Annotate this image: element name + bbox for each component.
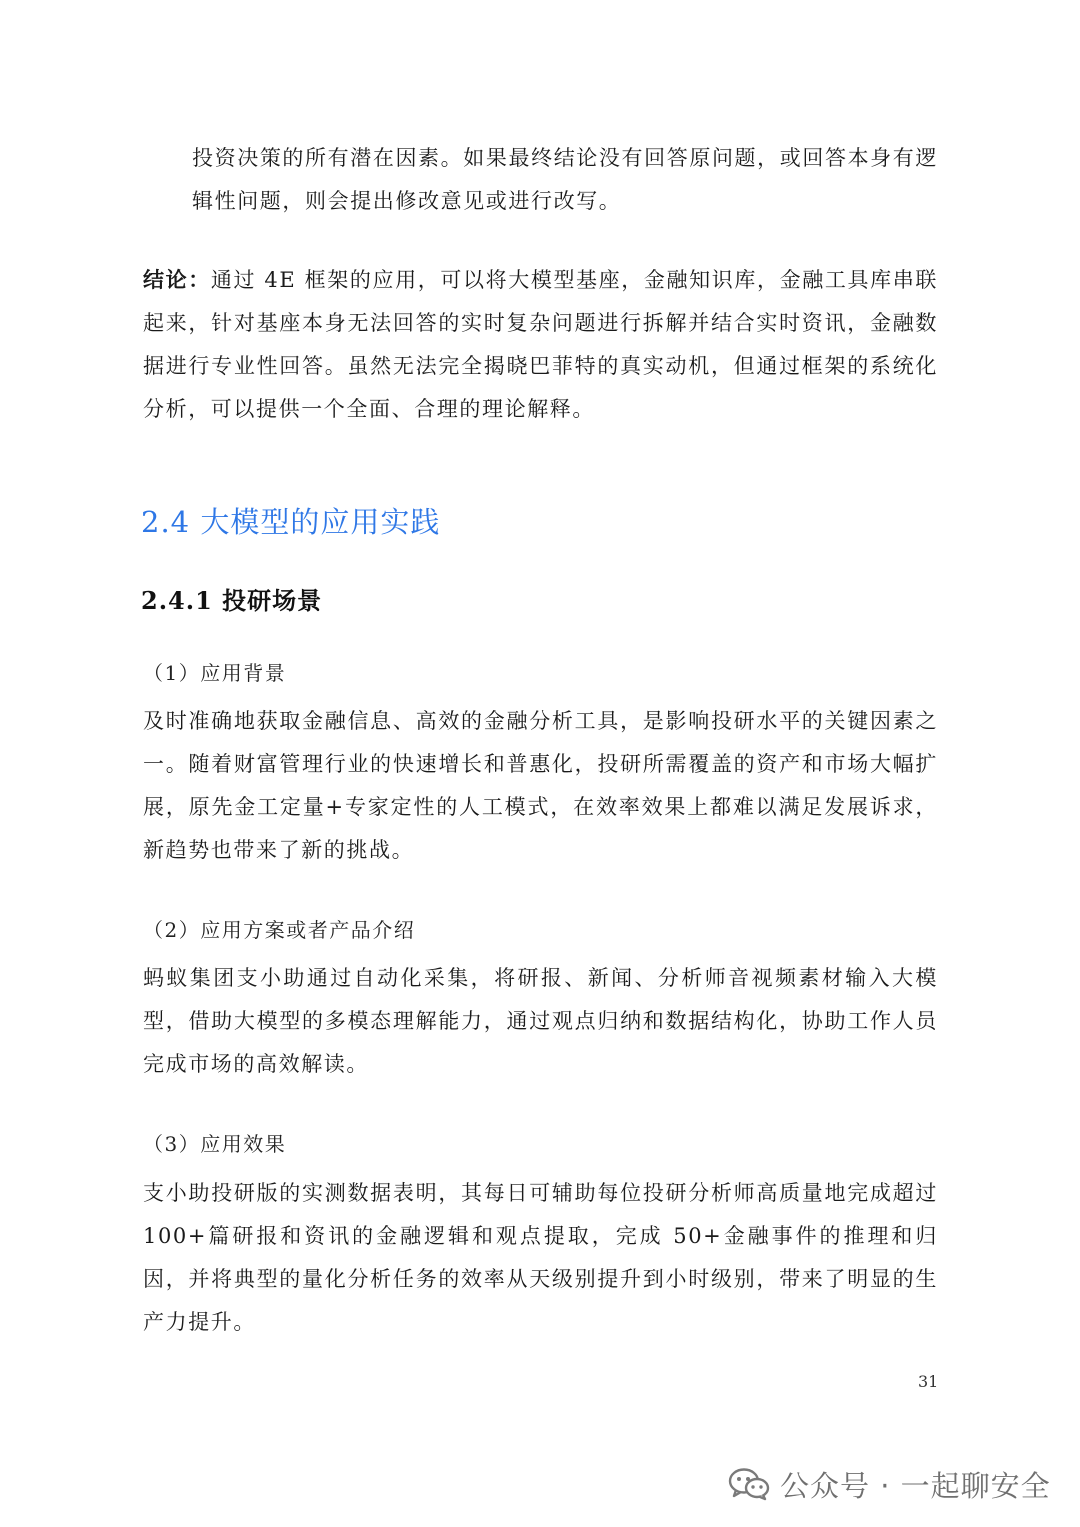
intro-paragraph: 投资决策的所有潜在因素。如果最终结论没有回答原问题，或回答本身有逻辑性问题，则会提出修改意见或进行改写。: [192, 146, 938, 213]
subsection-heading: 2.4.1 投研场景: [141, 586, 323, 615]
watermark-text: 公众号 · 一起聊安全: [780, 1468, 1051, 1503]
page-number: 31: [918, 1372, 939, 1391]
section-body-background: 及时准确地获取金融信息、高效的金融分析工具，是影响投研水平的关键因素之一。随着财富管理行业的快速增长和普惠化，投研所需覆盖的资产和市场大幅扩展，原先金工定量+专家定性的人工模式，在效率效果上都难以满足发展诉求，新趋势也带来了新的挑战。: [143, 709, 938, 862]
conclusion-text: 通过 4E 框架的应用，可以将大模型基座，金融知识库，金融工具库串联起来，针对基座本身无法回答的实时复杂问题进行拆解并结合实时资讯，金融数据进行专业性回答。虽然无法完全揭晓巴菲特的真实动机，但通过框架的系统化分析，可以提供一个全面、合理的理论解释。: [143, 268, 938, 421]
section-label-solution: （2）应用方案或者产品介绍: [143, 918, 416, 942]
wechat-icon: [728, 1467, 770, 1501]
section-body-effect: 支小助投研版的实测数据表明，其每日可辅助每位投研分析师高质量地完成超过100+篇研报和资讯的金融逻辑和观点提取，完成 50+金融事件的推理和归因，并将典型的量化分析任务的效率从天级别提升到小时级别，带来了明显的生产力提升。: [143, 1181, 938, 1334]
conclusion-paragraph: [143, 258, 938, 431]
watermark: [728, 1460, 1051, 1508]
section-heading: 2.4 大模型的应用实践: [141, 505, 441, 539]
section-body-solution: 蚂蚁集团支小助通过自动化采集，将研报、新闻、分析师音视频素材输入大模型，借助大模型的多模态理解能力，通过观点归纳和数据结构化，协助工作人员完成市场的高效解读。: [143, 966, 938, 1076]
conclusion-label: 结论：: [143, 267, 211, 292]
section-label-effect: （3）应用效果: [143, 1132, 287, 1156]
section-label-background: （1）应用背景: [143, 661, 287, 685]
